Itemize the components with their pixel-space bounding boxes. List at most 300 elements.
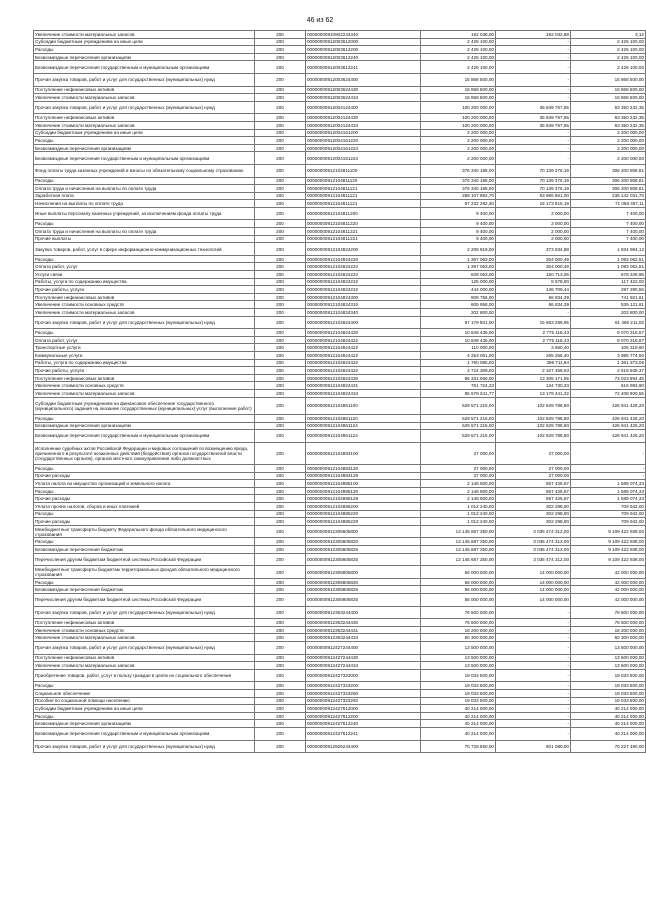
row-approved-cell: 1 760 085,00: [421, 359, 496, 367]
row-remaining-cell: 63 350 232,35: [571, 121, 646, 129]
row-code-cell: 200: [255, 586, 306, 594]
row-name-cell: Оплата труда и начисления на выплаты по оплате труда: [34, 228, 255, 236]
row-classification-cell: 00000000912427612241: [306, 727, 421, 740]
table-row: [34, 705, 646, 713]
row-remaining-cell: 19 033 500,00: [571, 669, 646, 682]
row-classification-cell: 00000000912004161224: [306, 144, 421, 152]
row-name-cell: Закупка товаров, работ, услуг в сфере информационно-коммуникационных технологий: [34, 243, 255, 256]
row-name-cell: Поступление нефинансовых активов: [34, 654, 255, 662]
row-code-cell: 200: [255, 114, 306, 122]
row-remaining-cell: 19 033 500,00: [571, 682, 646, 690]
row-classification-cell: 00000000912305605820: [306, 538, 421, 546]
row-executed-cell: -: [496, 662, 571, 670]
row-classification-cell: 00000000912104885200: [306, 503, 421, 511]
row-name-cell: Прочая закупка товаров, работ и услуг для государственных (муниципальных) нужд: [34, 740, 255, 753]
row-code-cell: 200: [255, 46, 306, 54]
row-remaining-cell: 2 200 000,00: [571, 129, 646, 137]
row-name-cell: Перечисления другим бюджетам бюджетной системы Российской Федерации: [34, 553, 255, 566]
row-approved-cell: 110 000,00: [421, 344, 496, 352]
row-approved-cell: 56 000 000,00: [421, 594, 496, 607]
row-classification-cell: 00000000912363244400: [306, 606, 421, 619]
row-code-cell: 200: [255, 578, 306, 586]
row-code-cell: 200: [255, 518, 306, 526]
row-classification-cell: 00000000912104883129: [306, 472, 421, 480]
table-row: [34, 430, 646, 443]
row-remaining-cell: 2 426 100,00: [571, 61, 646, 74]
row-name-cell: Расходы: [34, 712, 255, 720]
row-approved-cell: 27 000,00: [421, 442, 496, 464]
row-classification-cell: 00000000912104861124: [306, 430, 421, 443]
row-approved-cell: 2 208 819,00: [421, 243, 496, 256]
row-executed-cell: 102 629 788,80: [496, 397, 571, 414]
row-code-cell: 200: [255, 487, 306, 495]
row-approved-cell: 10 848 435,00: [421, 336, 496, 344]
row-classification-cell: 00000000912003612241: [306, 61, 421, 74]
row-remaining-cell: 2 426 100,00: [571, 46, 646, 54]
row-name-cell: Социальное обеспечение: [34, 689, 255, 697]
row-remaining-cell: -: [571, 442, 646, 464]
row-name-cell: Безвозмездные перечисления организациям: [34, 53, 255, 61]
row-name-cell: Расходы: [34, 177, 255, 185]
table-row: [34, 164, 646, 177]
row-approved-cell: 2 200 000,00: [421, 129, 496, 137]
table-row: [34, 38, 646, 46]
row-code-cell: 200: [255, 606, 306, 619]
table-row: [34, 465, 646, 473]
row-classification-cell: 00000000912104883100: [306, 442, 421, 464]
row-name-cell: Пособия по социальной помощи населению: [34, 697, 255, 705]
table-row: [34, 271, 646, 279]
table-row: [34, 495, 646, 503]
row-classification-cell: 00000000912104824300: [306, 293, 421, 301]
row-name-cell: Прочая закупка товаров, работ и услуг для государственных (муниципальных) нужд: [34, 73, 255, 86]
row-classification-cell: 00000000912104824422: [306, 367, 421, 375]
row-remaining-cell: 426 941 426,20: [571, 414, 646, 422]
row-classification-cell: 00000000912104883120: [306, 465, 421, 473]
row-classification-cell: 00000000912004124400: [306, 101, 421, 114]
row-code-cell: 200: [255, 220, 306, 228]
row-classification-cell: 00000000910902244340: [306, 31, 421, 39]
row-name-cell: Коммунальные услуги: [34, 351, 255, 359]
row-executed-cell: -: [496, 705, 571, 713]
row-approved-cell: 56 000 000,00: [421, 578, 496, 586]
row-code-cell: 200: [255, 271, 306, 279]
row-executed-cell: 3 036 474 312,00: [496, 538, 571, 546]
row-approved-cell: 289 107 892,70: [421, 192, 496, 200]
row-approved-cell: 125 000,00: [421, 278, 496, 286]
row-classification-cell: 00000000912104861100: [306, 397, 421, 414]
table-row: [34, 309, 646, 317]
row-classification-cell: 00000000912104811200: [306, 207, 421, 220]
row-remaining-cell: 1 361 373,06: [571, 359, 646, 367]
row-code-cell: 200: [255, 669, 306, 682]
row-remaining-cell: 76 500 000,00: [571, 606, 646, 619]
row-remaining-cell: 42 000 000,00: [571, 578, 646, 586]
row-name-cell: Расходы: [34, 255, 255, 263]
row-executed-cell: 16 173 815,19: [496, 200, 571, 208]
row-name-cell: Безвозмездные перечисления организациям: [34, 422, 255, 430]
row-approved-cell: 12 145 687 250,00: [421, 546, 496, 554]
row-approved-cell: 2 146 500,00: [421, 487, 496, 495]
row-code-cell: 200: [255, 697, 306, 705]
table-row: [34, 634, 646, 642]
row-approved-cell: 529 571 215,00: [421, 397, 496, 414]
row-code-cell: 200: [255, 152, 306, 165]
row-executed-cell: 192 032,88: [496, 31, 571, 39]
row-approved-cell: 808 756,00: [421, 293, 496, 301]
row-name-cell: Расходы: [34, 46, 255, 54]
row-approved-cell: 15 868 500,00: [421, 73, 496, 86]
row-code-cell: 200: [255, 243, 306, 256]
table-row: [34, 689, 646, 697]
table-row: [34, 228, 646, 236]
row-code-cell: 200: [255, 31, 306, 39]
row-code-cell: 200: [255, 101, 306, 114]
row-classification-cell: 00000000912004161220: [306, 137, 421, 145]
row-name-cell: Безвозмездные перечисления бюджетам: [34, 586, 255, 594]
table-row: [34, 316, 646, 329]
row-executed-cell: 53 965 861,00: [496, 192, 571, 200]
row-code-cell: 200: [255, 641, 306, 654]
row-remaining-cell: 15 868 500,00: [571, 73, 646, 86]
table-row: [34, 626, 646, 634]
row-executed-cell: -: [496, 86, 571, 94]
row-classification-cell: 00000000912104811121: [306, 200, 421, 208]
row-executed-cell: -: [496, 641, 571, 654]
row-name-cell: Расходы: [34, 220, 255, 228]
row-code-cell: 200: [255, 442, 306, 464]
row-approved-cell: 100 200 000,00: [421, 101, 496, 114]
row-remaining-cell: 16 200 000,00: [571, 626, 646, 634]
row-remaining-cell: 9 109 422 938,00: [571, 525, 646, 538]
row-approved-cell: 15 868 500,00: [421, 94, 496, 102]
row-classification-cell: 00000000912363244431: [306, 626, 421, 634]
row-name-cell: Приобретение товаров, работ, услуг в пользу граждан в целях их социального обеспечения: [34, 669, 255, 682]
row-classification-cell: 00000000912427244434: [306, 662, 421, 670]
table-row: [34, 301, 646, 309]
row-name-cell: Межбюджетные трансферты бюджету Федерального фонда обязательного медицинского страхования: [34, 525, 255, 538]
row-approved-cell: 2 146 500,00: [421, 495, 496, 503]
row-remaining-cell: 40 214 000,00: [571, 705, 646, 713]
row-code-cell: 200: [255, 397, 306, 414]
row-remaining-cell: 2 200 000,00: [571, 137, 646, 145]
row-remaining-cell: 8 070 316,57: [571, 336, 646, 344]
table-row: [34, 669, 646, 682]
row-code-cell: 200: [255, 177, 306, 185]
row-executed-cell: 70 139 376,19: [496, 185, 571, 193]
row-remaining-cell: 539 121,61: [571, 301, 646, 309]
row-approved-cell: 2 200 000,00: [421, 152, 496, 165]
table-row: [34, 367, 646, 375]
row-code-cell: 200: [255, 185, 306, 193]
row-remaining-cell: 202 800,00: [571, 309, 646, 317]
table-row: [34, 525, 646, 538]
table-row: [34, 293, 646, 301]
row-approved-cell: 56 000 000,00: [421, 566, 496, 579]
table-row: [34, 510, 646, 518]
row-classification-cell: 00000000912104885100: [306, 480, 421, 488]
row-executed-cell: 146 709,44: [496, 286, 571, 294]
row-remaining-cell: 1 834 984,12: [571, 243, 646, 256]
row-remaining-cell: 709 942,00: [571, 510, 646, 518]
row-classification-cell: 00000000912305605800: [306, 525, 421, 538]
row-approved-cell: 76 500 000,00: [421, 619, 496, 627]
row-name-cell: Оплата работ, услуг: [34, 336, 255, 344]
row-classification-cell: 00000000912104824431: [306, 382, 421, 390]
row-name-cell: Увеличение стоимости материальных запасов: [34, 309, 255, 317]
row-remaining-cell: 40 214 000,00: [571, 712, 646, 720]
row-name-cell: Безвозмездные перечисления государственным и муниципальным организациям: [34, 152, 255, 165]
row-executed-cell: -: [496, 46, 571, 54]
row-approved-cell: 19 033 500,00: [421, 689, 496, 697]
row-executed-cell: 27 000,00: [496, 465, 571, 473]
row-classification-cell: 00000000912004161200: [306, 129, 421, 137]
row-executed-cell: -: [496, 619, 571, 627]
row-approved-cell: 13 500 000,00: [421, 654, 496, 662]
row-executed-cell: -: [496, 634, 571, 642]
row-classification-cell: 00000000912003612240: [306, 53, 421, 61]
table-row: [34, 503, 646, 511]
row-code-cell: 200: [255, 495, 306, 503]
row-approved-cell: 4 724 309,00: [421, 367, 496, 375]
row-name-cell: Безвозмездные перечисления государственным и муниципальным организациям: [34, 430, 255, 443]
row-code-cell: 200: [255, 422, 306, 430]
row-approved-cell: 751 724,23: [421, 382, 496, 390]
row-executed-cell: 14 000 000,00: [496, 566, 571, 579]
row-executed-cell: 66 834,39: [496, 293, 571, 301]
row-approved-cell: 15 868 500,00: [421, 86, 496, 94]
row-classification-cell: 00000000912003612000: [306, 38, 421, 46]
row-classification-cell: 00000000912427323262: [306, 697, 421, 705]
row-code-cell: 200: [255, 525, 306, 538]
table-row: [34, 336, 646, 344]
row-name-cell: Заработная плата: [34, 192, 255, 200]
row-classification-cell: 00000000912427323200: [306, 682, 421, 690]
row-executed-cell: 13 306 171,55: [496, 374, 571, 382]
row-code-cell: 200: [255, 309, 306, 317]
row-executed-cell: 70 139 376,19: [496, 177, 571, 185]
row-approved-cell: 100 200 000,00: [421, 121, 496, 129]
row-code-cell: 200: [255, 286, 306, 294]
row-remaining-cell: 678 349,95: [571, 271, 646, 279]
row-code-cell: 200: [255, 200, 306, 208]
row-approved-cell: 12 145 687 250,00: [421, 553, 496, 566]
table-row: [34, 286, 646, 294]
row-classification-cell: 00000000912104861124: [306, 422, 421, 430]
row-executed-cell: 36 849 767,65: [496, 121, 571, 129]
row-remaining-cell: 297 290,56: [571, 286, 646, 294]
row-classification-cell: 00000000912104861120: [306, 414, 421, 422]
table-row: [34, 472, 646, 480]
row-executed-cell: -: [496, 682, 571, 690]
table-row: [34, 619, 646, 627]
row-name-cell: Увеличение стоимости материальных запасов: [34, 662, 255, 670]
row-name-cell: Расходы: [34, 510, 255, 518]
row-classification-cell: 00000000912104824422: [306, 344, 421, 352]
row-name-cell: Работы, услуги по содержанию имущества: [34, 278, 255, 286]
row-remaining-cell: 8 070 316,57: [571, 329, 646, 337]
row-code-cell: 200: [255, 682, 306, 690]
row-remaining-cell: -: [571, 472, 646, 480]
row-classification-cell: 00000000912427612000: [306, 705, 421, 713]
row-remaining-cell: 2 200 000,00: [571, 144, 646, 152]
row-classification-cell: 00000000912427323000: [306, 669, 421, 682]
row-approved-cell: 9 400,00: [421, 207, 496, 220]
row-code-cell: 200: [255, 263, 306, 271]
row-name-cell: Исполнение судебных актов Российской Федерации и мировых соглашений по возмещению вреда, причиненного в результате незаконных действий (бездействия) органов государственной власти (государственных органов), органов местного самоуправления либо должностных: [34, 442, 255, 464]
row-approved-cell: 605 956,00: [421, 301, 496, 309]
table-row: [34, 397, 646, 414]
row-code-cell: 200: [255, 94, 306, 102]
table-row: [34, 200, 646, 208]
row-name-cell: Прочая закупка товаров, работ и услуг для государственных (муниципальных) нужд: [34, 316, 255, 329]
row-approved-cell: 444 000,00: [421, 286, 496, 294]
row-code-cell: 200: [255, 654, 306, 662]
row-classification-cell: 00000000912427323260: [306, 689, 421, 697]
row-code-cell: 200: [255, 144, 306, 152]
row-code-cell: 200: [255, 207, 306, 220]
row-remaining-cell: 2 200 000,00: [571, 152, 646, 165]
row-remaining-cell: 1 589 074,33: [571, 495, 646, 503]
row-remaining-cell: 7 400,00: [571, 207, 646, 220]
table-row: [34, 329, 646, 337]
row-executed-cell: -: [496, 712, 571, 720]
row-name-cell: Расходы: [34, 487, 255, 495]
row-classification-cell: 00000000912104824222: [306, 263, 421, 271]
table-row: [34, 546, 646, 554]
row-approved-cell: 2 426 100,00: [421, 61, 496, 74]
row-remaining-cell: 71 058 467,11: [571, 200, 646, 208]
row-code-cell: 200: [255, 727, 306, 740]
table-row: [34, 594, 646, 607]
row-executed-cell: 14 000 000,00: [496, 594, 571, 607]
row-approved-cell: 529 571 215,00: [421, 414, 496, 422]
table-row: [34, 720, 646, 728]
table-row: [34, 101, 646, 114]
row-code-cell: 200: [255, 367, 306, 375]
row-executed-cell: -: [496, 720, 571, 728]
table-row: [34, 586, 646, 594]
row-classification-cell: 00000000912104811121: [306, 185, 421, 193]
row-classification-cell: 00000000912104824340: [306, 309, 421, 317]
row-code-cell: 200: [255, 137, 306, 145]
row-code-cell: 200: [255, 553, 306, 566]
row-approved-cell: 13 500 000,00: [421, 641, 496, 654]
row-code-cell: 200: [255, 626, 306, 634]
row-classification-cell: 00000000912427612240: [306, 720, 421, 728]
row-name-cell: Прочая закупка товаров, работ и услуг для государственных (муниципальных) нужд: [34, 101, 255, 114]
row-classification-cell: 00000000912003624400: [306, 73, 421, 86]
row-remaining-cell: 1 589 074,33: [571, 480, 646, 488]
row-classification-cell: 00000000912003624434: [306, 94, 421, 102]
row-executed-cell: -: [496, 38, 571, 46]
row-approved-cell: 40 214 000,00: [421, 727, 496, 740]
row-classification-cell: 00000000912003612200: [306, 46, 421, 54]
row-approved-cell: 2 426 100,00: [421, 38, 496, 46]
table-row: [34, 144, 646, 152]
row-approved-cell: 828 063,00: [421, 271, 496, 279]
row-approved-cell: 2 146 500,00: [421, 480, 496, 488]
row-approved-cell: 86 331 066,00: [421, 374, 496, 382]
row-name-cell: Безвозмездные перечисления организациям: [34, 720, 255, 728]
row-name-cell: Уплата налога на имущество организаций и земельного налога: [34, 480, 255, 488]
row-name-cell: Прочие работы, услуги: [34, 367, 255, 375]
row-classification-cell: 00000000912305805800: [306, 566, 421, 579]
row-executed-cell: -: [496, 94, 571, 102]
row-code-cell: 200: [255, 255, 306, 263]
row-classification-cell: 00000000912104811120: [306, 177, 421, 185]
row-remaining-cell: 616 993,90: [571, 382, 646, 390]
row-remaining-cell: 42 000 000,00: [571, 594, 646, 607]
row-executed-cell: 3 036 474 312,00: [496, 546, 571, 554]
row-code-cell: 200: [255, 538, 306, 546]
row-name-cell: Безвозмездные перечисления государственным и муниципальным организациям: [34, 727, 255, 740]
row-code-cell: 200: [255, 293, 306, 301]
row-name-cell: Начисления на выплаты по оплате труда: [34, 200, 255, 208]
table-row: [34, 185, 646, 193]
table-row: [34, 442, 646, 464]
row-approved-cell: 27 000,00: [421, 472, 496, 480]
table-row: [34, 129, 646, 137]
row-name-cell: Увеличение стоимости материальных запасов: [34, 94, 255, 102]
row-name-cell: Работы, услуги по содержанию имущества: [34, 359, 255, 367]
row-executed-cell: 8 578,00: [496, 278, 571, 286]
row-executed-cell: -: [496, 144, 571, 152]
table-row: [34, 278, 646, 286]
table-row: [34, 727, 646, 740]
table-row: [34, 382, 646, 390]
table-row: [34, 487, 646, 495]
row-code-cell: 200: [255, 351, 306, 359]
row-remaining-cell: 19 033 500,00: [571, 697, 646, 705]
row-classification-cell: 00000000912305805820: [306, 578, 421, 586]
row-name-cell: Прочие работы, услуги: [34, 286, 255, 294]
table-row: [34, 641, 646, 654]
row-remaining-cell: 13 500 000,00: [571, 641, 646, 654]
table-row: [34, 351, 646, 359]
table-row: [34, 518, 646, 526]
budget-execution-table: [33, 30, 646, 753]
row-approved-cell: 2 426 100,00: [421, 53, 496, 61]
row-executed-cell: 557 425,67: [496, 495, 571, 503]
row-approved-cell: 529 571 215,00: [421, 422, 496, 430]
row-approved-cell: 19 033 500,00: [421, 682, 496, 690]
row-executed-cell: -: [496, 129, 571, 137]
table-row: [34, 137, 646, 145]
row-executed-cell: 501 080,00: [496, 740, 571, 753]
row-name-cell: Поступление нефинансовых активов: [34, 114, 255, 122]
row-name-cell: Расходы: [34, 137, 255, 145]
row-approved-cell: 100 200 000,00: [421, 114, 496, 122]
row-name-cell: Расходы: [34, 682, 255, 690]
row-classification-cell: 00000000912104811221: [306, 228, 421, 236]
row-name-cell: Транспортные услуги: [34, 344, 255, 352]
row-classification-cell: 00000000912104824222: [306, 271, 421, 279]
table-row: [34, 389, 646, 397]
row-remaining-cell: 1 589 074,33: [571, 487, 646, 495]
row-executed-cell: 150 713,05: [496, 271, 571, 279]
table-row: [34, 73, 646, 86]
row-name-cell: Поступление нефинансовых активов: [34, 374, 255, 382]
row-code-cell: 200: [255, 689, 306, 697]
row-remaining-cell: 76 500 000,00: [571, 619, 646, 627]
row-code-cell: 200: [255, 359, 306, 367]
row-approved-cell: 1 012 240,00: [421, 518, 496, 526]
row-name-cell: Расходы: [34, 329, 255, 337]
table-row: [34, 53, 646, 61]
row-approved-cell: 13 500 000,00: [421, 662, 496, 670]
row-approved-cell: 2 200 000,00: [421, 137, 496, 145]
